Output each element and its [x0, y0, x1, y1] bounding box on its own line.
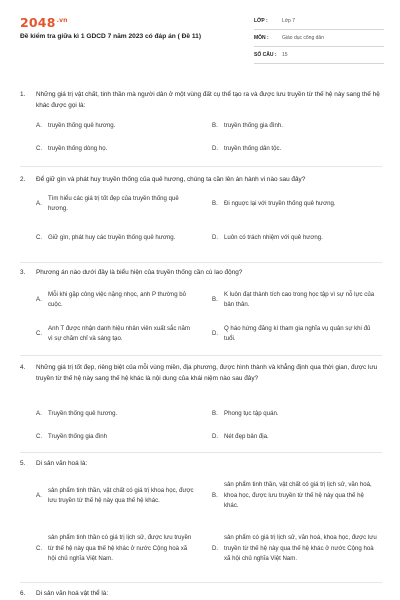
- question-stem: [20, 362, 380, 384]
- option-b[interactable]: B. sản phẩm tinh thần, vật chất có giá trị lịch sử, văn hoá, khoa học, được lưu truyền từ thế hệ này qua thế hệ khác.: [212, 481, 372, 510]
- option-d[interactable]: D. Nét đẹp bản địa.: [212, 432, 269, 440]
- meta-class: [254, 13, 384, 30]
- option-c[interactable]: C. Truyền thống gia đình: [36, 432, 108, 440]
- question-text: Những giá trị vật chất, tinh thần mà người dân ở một vùng đất cụ thể tạo ra và được lưu truyền từ thế hệ này sang thế hệ khác được gọi là:: [36, 91, 380, 109]
- question-stem: [20, 89, 380, 111]
- question-text: Phương án nào dưới đây là biểu hiện của truyền thống cần cù lao động?: [36, 269, 243, 276]
- question-number: 5.: [20, 460, 26, 467]
- question-number: 4.: [20, 364, 26, 371]
- question-text: Để giữ gìn và phát huy truyền thống của quê hương, chúng ta cần lên án hành vi nào sau đây?: [36, 176, 306, 183]
- meta-value: 15: [282, 52, 288, 58]
- document-title: Đề kiểm tra giữa kì 1 GDCD 7 năm 2023 có đáp án ( Đề 11): [20, 33, 202, 40]
- question-stem: [20, 458, 380, 469]
- meta-value: Giáo dục công dân: [282, 35, 324, 41]
- option-d[interactable]: D. truyền thống dân tộc.: [212, 144, 282, 152]
- question-number: 3.: [20, 269, 26, 276]
- question-stem: [20, 174, 380, 185]
- site-logo[interactable]: $2048^{.vn}$: [20, 15, 68, 30]
- meta-question-count: [254, 47, 384, 64]
- option-c[interactable]: C. sản phẩm tinh thần có giá trị lịch sử, được lưu truyền từ thế hệ này qua thế hệ khác ở nước Cộng hoà xã hội chủ nghĩa Việt Nam.: [36, 534, 192, 563]
- question-number: 1.: [20, 91, 26, 98]
- option-c[interactable]: C. truyền thống dòng họ.: [36, 144, 108, 152]
- option-a[interactable]: A. Truyền thống quê hương.: [36, 409, 118, 417]
- meta-value: Lớp 7: [282, 18, 296, 24]
- document-meta: [254, 13, 384, 64]
- option-a[interactable]: A. Mỗi khi gặp công việc nặng nhọc, anh P thường bỏ cuộc.: [36, 290, 187, 308]
- question-number: 6.: [20, 590, 26, 597]
- divider: [20, 452, 382, 453]
- option-b[interactable]: B. Đi nguợc lại với truyền thống quê hương.: [212, 199, 336, 207]
- meta-subject: [254, 30, 384, 47]
- divider: [20, 355, 382, 356]
- option-d[interactable]: D. Q háo hứng đăng kí tham gia nghĩa vụ quân sự khi đủ tuổi.: [212, 324, 371, 342]
- divider: [20, 262, 382, 263]
- question-text: Những giá trị tốt đẹp, riêng biệt của mỗi vùng miền, địa phương, được hình thành và khẳng định qua thời gian, được lưu truyền từ thế hệ này sang thế hệ khác là nội dung của khái niệm nào sau đây?: [36, 364, 378, 382]
- meta-label: MÔN :: [254, 35, 269, 41]
- question-number: 2.: [20, 176, 26, 183]
- divider: [20, 166, 382, 167]
- meta-label: SỐ CÂU :: [254, 52, 277, 58]
- option-d[interactable]: D. sản phẩm có giá trị lịch sử, văn hoá, khoa học, được lưu truyền từ thế hệ này qua thế hệ khác ở nước Cộng hoà xã hội chủ nghĩa Việt Nam.: [212, 534, 377, 563]
- question-text: Di sản văn hoá vật thể là:: [36, 590, 109, 597]
- option-b[interactable]: B. K luôn đạt thành tích cao trong học tập vì sự nỗ lực của bản thân.: [212, 290, 375, 308]
- divider: [20, 582, 382, 583]
- option-d[interactable]: D. Luôn có trách nhiệm với quê hương.: [212, 233, 323, 241]
- option-b[interactable]: B. Phong tục tập quán.: [212, 409, 279, 417]
- question-stem: [20, 588, 380, 599]
- meta-label: LỚP :: [254, 18, 268, 24]
- option-a[interactable]: A. sản phẩm tinh thần, vật chất có giá trị khoa học, được lưu truyền từ thế hệ này qua thế hệ khác.: [36, 486, 194, 504]
- option-a[interactable]: A. Tìm hiểu các giá trị tốt đẹp của truyền thống quê hương.: [36, 194, 179, 212]
- option-b[interactable]: B. truyền thống gia đình.: [212, 121, 283, 129]
- option-c[interactable]: C. Giữ gìn, phát huy các truyền thống quê hương.: [36, 233, 176, 241]
- document-header: [0, 0, 400, 62]
- question-stem: [20, 267, 380, 278]
- option-c[interactable]: C. Anh T được nhận danh hiệu nhân viên xuất sắc năm vì sự chăm chỉ và sáng tạo.: [36, 324, 191, 342]
- option-a[interactable]: A. truyền thống quê hương.: [36, 121, 116, 129]
- question-text: Di sản văn hoá là:: [36, 460, 88, 467]
